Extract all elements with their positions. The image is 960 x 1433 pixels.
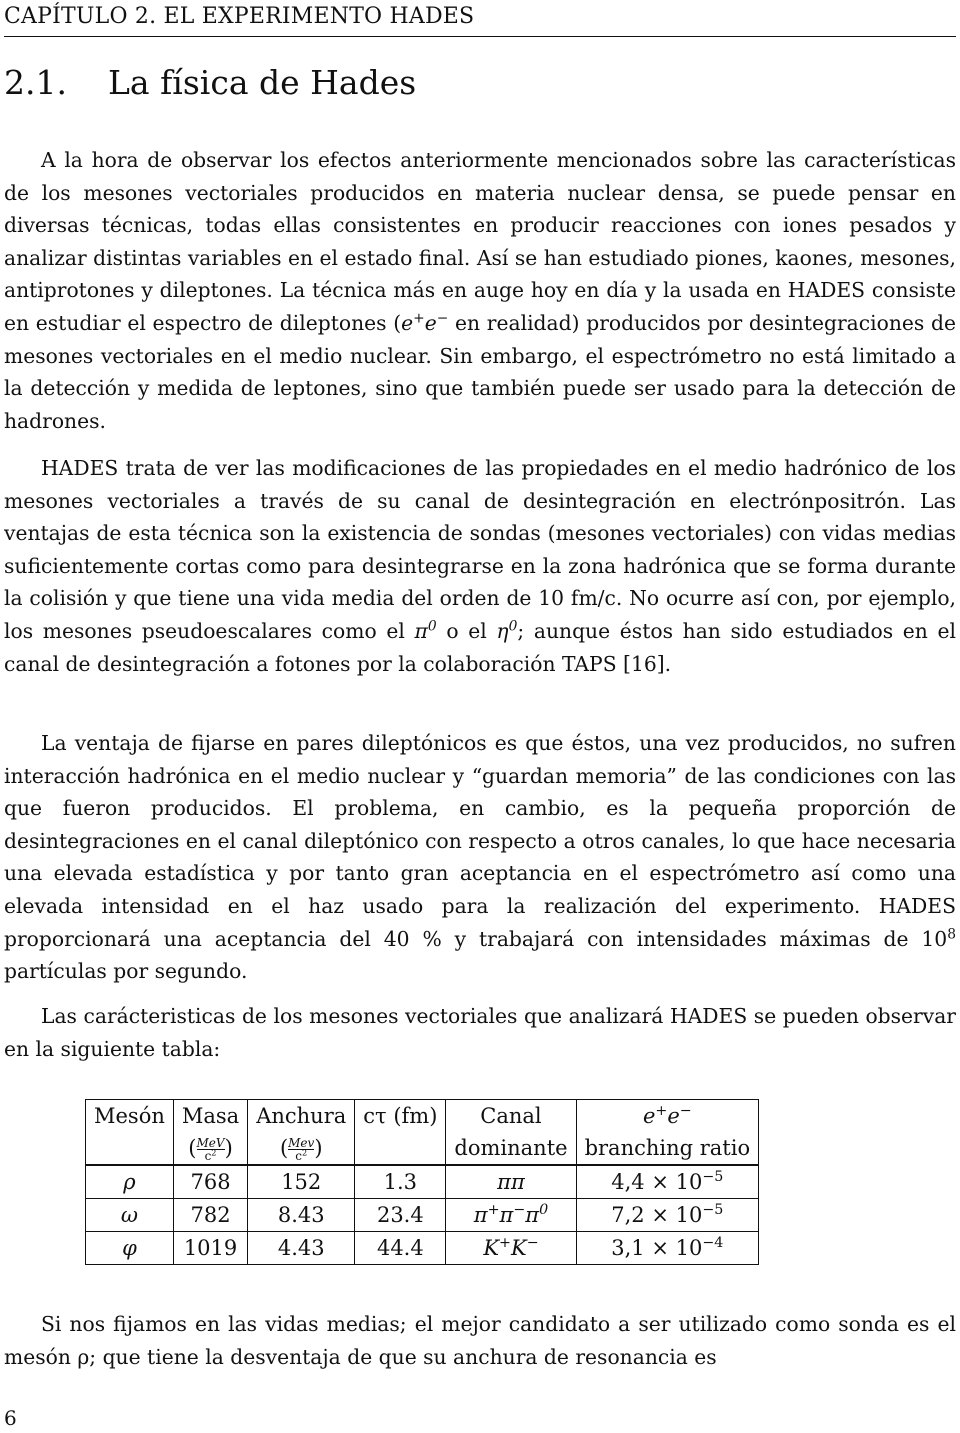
col-ctau: cτ (fm) — [355, 1100, 446, 1133]
col-canal-2: dominante — [446, 1132, 576, 1165]
col-masa: Masa — [173, 1100, 247, 1133]
paragraph-3: La ventaja de fijarse en pares dileptónicos es que éstos, una vez producidos, no sufren interacción hadrónica en el medio nuclear y “guardan memoria” de las condiciones con las que fueron producidos. El problema, en cambio, es la pequeña proporción de desintegraciones en el canal dileptónico con respecto a otros canales, lo que hace necesaria una elevada estadística y por tanto gran aceptancia en el espectrómetro así como una elevada intensidad en el haz usado para la realización del experimento. HADES proporcionará una aceptancia del 40 % y trabajará con intensidades máximas de $10^8$ partículas por segundo. — [4, 731, 956, 984]
dilepton-symbol: e+e− — [401, 310, 449, 335]
eta0-symbol: $\eta^0$ — [496, 618, 518, 643]
table-row: ρ 768 152 1.3 ππ $4,4 \times 10^{-5}$ — [86, 1165, 759, 1199]
paragraph-4: Las carácteristicas de los mesones vectoriales que analizará HADES se pueden observar en la siguiente tabla: — [4, 1004, 956, 1061]
anchura-unit: ( $\frac{\text{Mev}}{c^2}$ ) — [248, 1132, 355, 1165]
paragraph-5: Si nos fijamos en las vidas medias; el mejor candidato a ser utilizado como sonda es el mesón ρ; que tiene la desventaja de que su anchura de resonancia es — [4, 1312, 956, 1369]
section-number: 2.1. — [4, 63, 67, 102]
section-title: La física de Hades — [108, 63, 417, 102]
masa-unit: ( $\frac{\text{MeV}}{c^2}$ ) — [173, 1132, 247, 1165]
col-ee: e+e− — [576, 1100, 759, 1133]
paragraph-2: HADES trata de ver las modificaciones de las propiedades en el medio hadrónico de los mesones vectoriales a través de su canal de desintegración en electrónpositrón. Las ventajas de esta técnica son la existencia de sondas (mesones vectoriales) con vidas medias suficientemente cortas como para desintegrarse en la zona hadrónica que se forma durante la colisión y que tiene una vida media del orden de 10 fm/c. No ocurre así con, por ejemplo, los mesones pseudoescalares como el $\pi^0$ o el $\eta^0$; aunque éstos han sido estudiados en el canal de desintegración a fotones por la colaboración TAPS [16]. — [4, 456, 957, 676]
table-header-row — [86, 1100, 759, 1133]
col-anchura: Anchura — [248, 1100, 355, 1133]
intensity-power: $10^8$ — [921, 925, 956, 951]
meson-table — [85, 1099, 759, 1265]
table-header-row-2 — [86, 1132, 759, 1165]
col-meson: Mesón — [86, 1100, 174, 1133]
col-branching: branching ratio — [576, 1132, 759, 1165]
section-heading — [4, 60, 416, 106]
table-row: φ 1019 4.43 44.4 K+K− $3,1 \times 10^{-4}$ — [86, 1232, 759, 1265]
col-canal: Canal — [446, 1100, 576, 1133]
page-number: 6 — [4, 1406, 17, 1430]
pi0-symbol: $\pi^0$ — [414, 618, 437, 643]
running-header: CAPÍTULO 2. EL EXPERIMENTO HADES — [4, 2, 956, 37]
paragraph-1: A la hora de observar los efectos anteriormente mencionados sobre las características de los mesones vectoriales producidos en materia nuclear densa, se puede pensar en diversas técnicas, todas ellas consistentes en producir reacciones con iones pesados y analizar distintas variables en el estado final. Así se han estudiado piones, kaones, mesones, antiprotones y dileptones. La técnica más en auge hoy en día y la usada en HADES consiste en estudiar el espectro de dileptones (e+e− en realidad) producidos por desintegraciones de mesones vectoriales en el medio nuclear. Sin embargo, el espectrómetro no está limitado a la detección y medida de leptones, sino que también puede ser usado para la detección de hadrones. — [4, 148, 956, 433]
table-row: ω 782 8.43 23.4 $\pi^+\pi^-\pi^0$ $7,2 \times 10^{-5}$ — [86, 1199, 759, 1232]
